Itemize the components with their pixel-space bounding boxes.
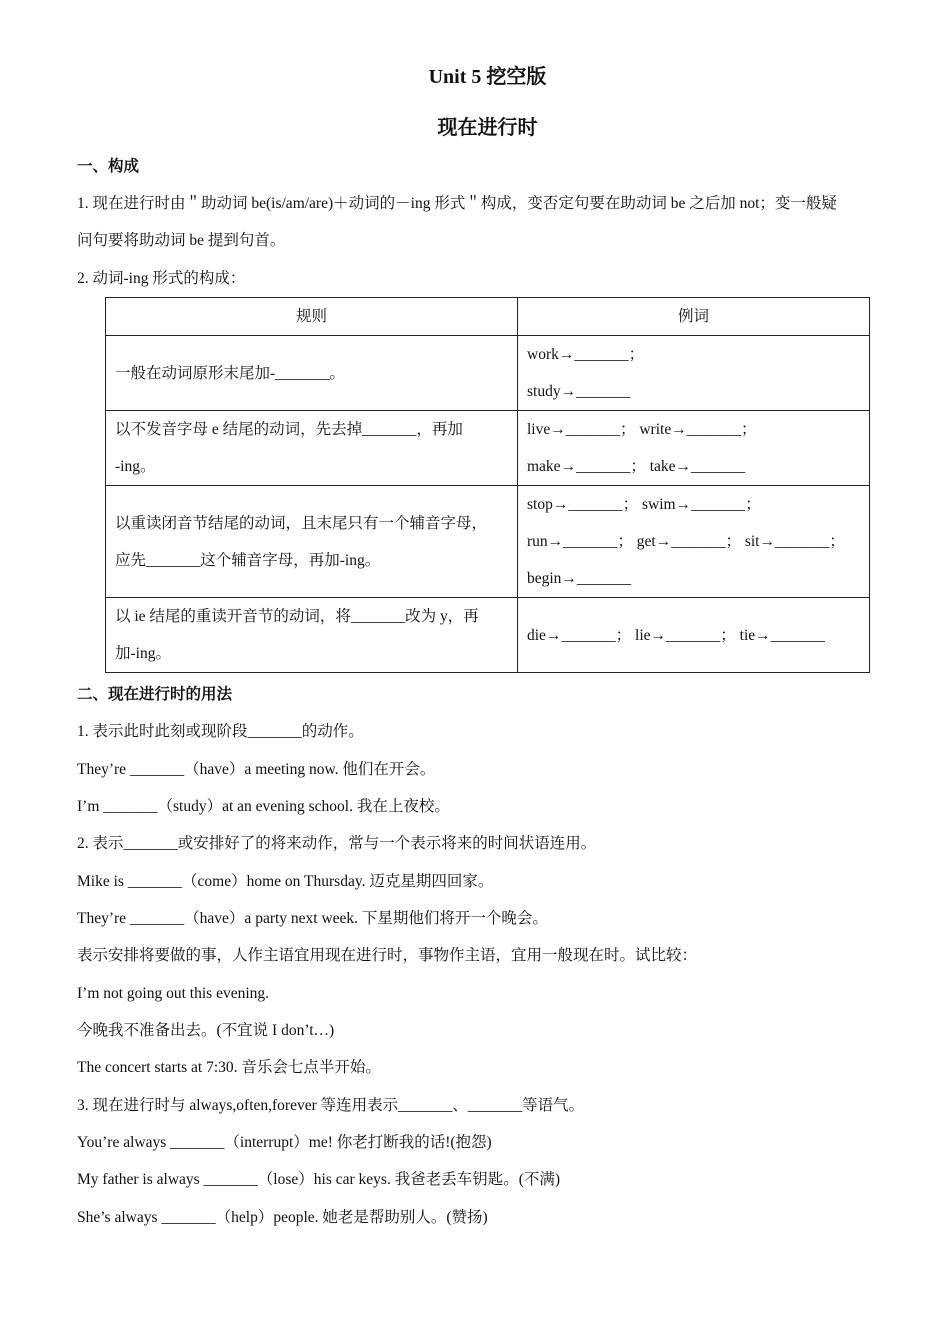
table-cell-example	[518, 486, 870, 598]
rule-text: 以重读闭音节结尾的动词，且末尾只有一个辅音字母，	[115, 514, 488, 532]
usage-line: 2. 表示_______或安排好了的将来动作，常与一个表示将来的时间状语连用。	[77, 835, 597, 852]
table-header-row	[106, 298, 870, 336]
example-text: make→_______； take→_______	[527, 458, 746, 475]
table-cell-example	[518, 411, 870, 486]
usage-line: They’re _______（have）a meeting now. 他们在开会。	[77, 761, 436, 778]
page-subtitle: 现在进行时	[437, 117, 538, 139]
rule-text: 以 ie 结尾的重读开音节的动词，将_______改为 y，再	[115, 608, 479, 625]
rule-text: 一般在动词原形末尾加-_______。	[115, 364, 345, 382]
table-row	[106, 411, 870, 486]
usage-line: You’re always _______（interrupt）me! 你老打断我的话!(抱怨)	[77, 1134, 492, 1151]
usage-line: Mike is _______（come）home on Thursday. 迈克星期四回家。	[77, 873, 494, 890]
paragraph-2: 2. 动词-ing 形式的构成：	[77, 270, 246, 287]
paragraph-1a: 1. 现在进行时由＂助动词 be(is/am/are)＋动词的－ing 形式＂构成，变否定句要在助动词 be 之后加 not；变一般疑	[77, 195, 837, 212]
example-text: work→_______；	[527, 346, 645, 363]
example-text: stop→_______； swim→_______；	[527, 496, 761, 513]
table-cell-rule	[106, 486, 518, 598]
table-row	[106, 598, 870, 673]
table-header-rule: 规则	[106, 298, 518, 336]
usage-line: 今晚我不准备出去。(不宜说 I don’t…)	[77, 1022, 335, 1039]
table-row	[106, 486, 870, 598]
paragraph-1b: 问句要将助动词 be 提到句首。	[77, 232, 286, 249]
rules-table	[105, 297, 870, 673]
example-text: begin→_______	[527, 570, 632, 587]
table-cell-rule	[106, 598, 518, 673]
table-cell-rule	[106, 411, 518, 486]
usage-line: My father is always _______（lose）his car keys. 我爸老丢车钥匙。(不满)	[77, 1171, 561, 1188]
usage-line: 表示安排将要做的事，人作主语宜用现在进行时，事物作主语，宜用一般现在时。试比较：	[77, 947, 698, 964]
rule-text: -ing。	[115, 458, 156, 475]
rule-text: 应先_______这个辅音字母，再加-ing。	[115, 551, 381, 569]
page-title: Unit 5 挖空版	[428, 66, 547, 88]
example-text: study→_______	[527, 383, 631, 400]
table-cell-example	[518, 598, 870, 673]
table-row	[106, 336, 870, 411]
usage-line: She’s always _______（help）people. 她老是帮助别人。(赞扬)	[77, 1209, 488, 1226]
section-heading-2: 二、现在进行时的用法	[77, 686, 233, 703]
usage-line: 1. 表示此时此刻或现阶段_______的动作。	[77, 723, 364, 740]
rule-text: 加-ing。	[115, 645, 171, 662]
rule-text: 以不发音字母 e 结尾的动词，先去掉_______，再加	[115, 421, 463, 438]
example-text: die→_______； lie→_______； tie→_______	[527, 626, 825, 644]
table-cell-rule	[106, 336, 518, 411]
example-text: live→_______； write→_______；	[527, 421, 757, 438]
usage-line: I’m not going out this evening.	[77, 985, 270, 1002]
table-header-example: 例词	[518, 298, 870, 336]
usage-line: 3. 现在进行时与 always,often,forever 等连用表示_______、_______等语气。	[77, 1097, 585, 1114]
section-heading-1: 一、构成	[77, 158, 140, 175]
table-cell-example	[518, 336, 870, 411]
usage-line: The concert starts at 7:30. 音乐会七点半开始。	[77, 1059, 381, 1076]
usage-line: I’m _______（study）at an evening school. 我在上夜校。	[77, 798, 450, 815]
example-text: run→_______； get→_______； sit→_______；	[527, 533, 845, 550]
usage-line: They’re _______（have）a party next week. 下星期他们将开一个晚会。	[77, 910, 548, 927]
